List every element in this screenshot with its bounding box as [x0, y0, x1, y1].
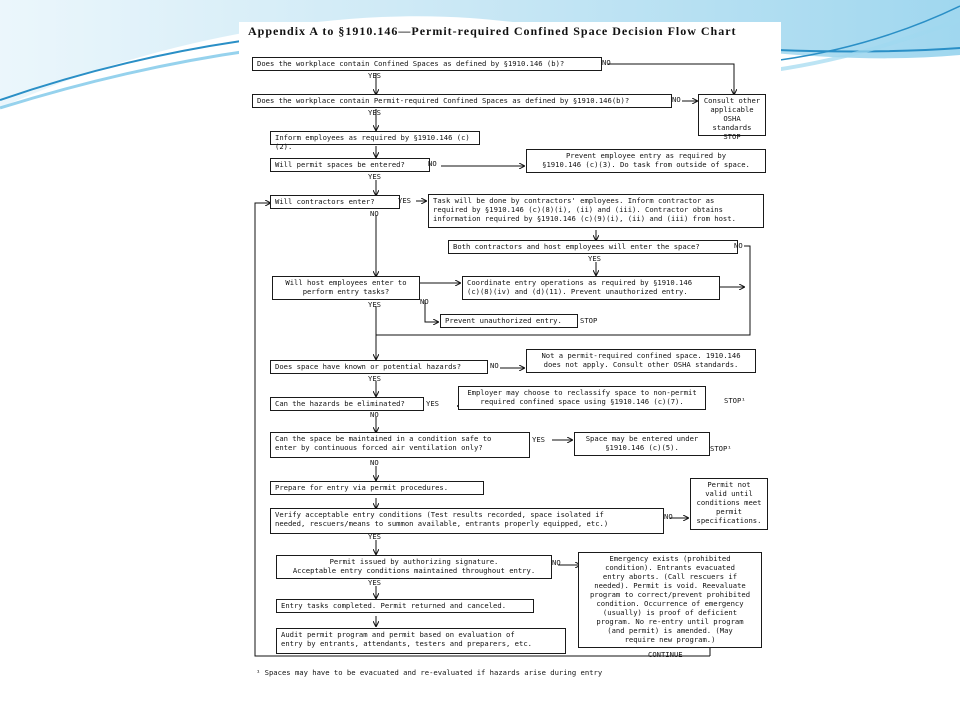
node-q8-hazards-eliminated: Can the hazards be eliminated?	[270, 397, 424, 411]
node-verify-conditions: Verify acceptable entry conditions (Test results recorded, space isolated if needed, rescuers/means to summon available, entrants properly equipped, etc.)	[270, 508, 664, 534]
reclass-stop-label: STOP¹	[724, 396, 746, 405]
q6-no-label: NO	[420, 297, 429, 306]
q7-no-label: NO	[490, 361, 499, 370]
emergency-continue-label: CONTINUE	[648, 650, 683, 659]
issued-yes-label: YES	[368, 578, 381, 587]
flowchart-title: Appendix A to §1910.146—Permit-required Confined Space Decision Flow Chart	[248, 24, 737, 38]
q9-no-label: NO	[370, 458, 379, 467]
footnote: ¹ Spaces may have to be evacuated and re-evaluated if hazards arise during entry	[256, 668, 603, 677]
node-reclassify-space: Employer may choose to reclassify space to non-permit required confined space using §1910.146 (c)(7).	[458, 386, 706, 410]
node-q7-hazards: Does space have known or potential hazards?	[270, 360, 488, 374]
node-q1-confined-spaces: Does the workplace contain Confined Spaces as defined by §1910.146 (b)?	[252, 57, 602, 71]
q9-yes-label: YES	[532, 435, 545, 444]
q3-no-label: NO	[428, 159, 437, 168]
node-inform-employees: Inform employees as required by §1910.146 (c)(2).	[270, 131, 480, 145]
q6-yes-label: YES	[368, 300, 381, 309]
node-entry-tasks-completed: Entry tasks completed. Permit returned and canceled.	[276, 599, 534, 613]
q4-no-label: NO	[370, 209, 379, 218]
issued-no-label: NO	[552, 558, 561, 567]
node-q6-host-employees: Will host employees enter to perform entry tasks?	[272, 276, 420, 300]
node-not-permit-required: Not a permit-required confined space. 1910.146 does not apply. Consult other OSHA standards.	[526, 349, 756, 373]
node-permit-not-valid: Permit not valid until conditions meet permit specifications.	[690, 478, 768, 530]
verify-no-label: NO	[664, 512, 673, 521]
node-prepare-entry: Prepare for entry via permit procedures.	[270, 481, 484, 495]
verify-yes-label: YES	[368, 532, 381, 541]
node-coordinate-entry: Coordinate entry operations as required by §1910.146 (c)(8)(iv) and (d)(11). Prevent unauthorized entry.	[462, 276, 720, 300]
q5-no-label: NO	[734, 241, 743, 250]
node-q2-permit-spaces: Does the workplace contain Permit-required Confined Spaces as defined by §1910.146(b)?	[252, 94, 672, 108]
prevent2-stop-label: STOP	[580, 316, 598, 325]
node-prevent-employee-entry: Prevent employee entry as required by §1910.146 (c)(3). Do task from outside of space.	[526, 149, 766, 173]
q3-yes-label: YES	[368, 172, 381, 181]
spacemay-stop-label: STOP¹	[710, 444, 732, 453]
q5-yes-label: YES	[588, 254, 601, 263]
q8-no-label: NO	[370, 410, 379, 419]
q7-yes-label: YES	[368, 374, 381, 383]
node-audit-permit-program: Audit permit program and permit based on evaluation of entry by entrants, attendants, testers and preparers, etc.	[276, 628, 566, 654]
node-q4-contractors-enter: Will contractors enter?	[270, 195, 400, 209]
q2-no-label: NO	[672, 95, 681, 104]
q1-yes-label: YES	[368, 71, 381, 80]
node-q3-enter-permit-spaces: Will permit spaces be entered?	[270, 158, 430, 172]
node-permit-issued: Permit issued by authorizing signature. Acceptable entry conditions maintained throughout entry.	[276, 555, 552, 579]
node-contractor-task: Task will be done by contractors' employees. Inform contractor as required by §1910.146 (c)(8)(i), (ii) and (iii). Contractor obtains information required by §1910.146 (c)(9)(i), (ii) and (iii) from host.	[428, 194, 764, 228]
q1-no-label: NO	[602, 58, 611, 67]
q8-yes-label: YES	[426, 399, 439, 408]
q1-no-to-consult	[608, 64, 734, 94]
node-q5-both-enter: Both contractors and host employees will enter the space?	[448, 240, 738, 254]
q2-yes-label: YES	[368, 108, 381, 117]
node-emergency-exists: Emergency exists (prohibited condition). Entrants evacuated entry aborts. (Call rescuers if needed). Permit is void. Reevaluate program to correct/prevent prohibited condition. Occurrence of emergency (usually) is proof of deficient program. No re-entry until program (and permit) is amended. (May require new program.)	[578, 552, 762, 648]
node-q9-forced-air: Can the space be maintained in a condition safe to enter by continuous forced air ventilation only?	[270, 432, 530, 458]
node-prevent-unauthorized-entry: Prevent unauthorized entry.	[440, 314, 578, 328]
q4-yes-label: YES	[398, 196, 411, 205]
node-consult-other-standards: Consult other applicable OSHA standards STOP	[698, 94, 766, 136]
node-space-may-be-entered: Space may be entered under §1910.146 (c)(5).	[574, 432, 710, 456]
